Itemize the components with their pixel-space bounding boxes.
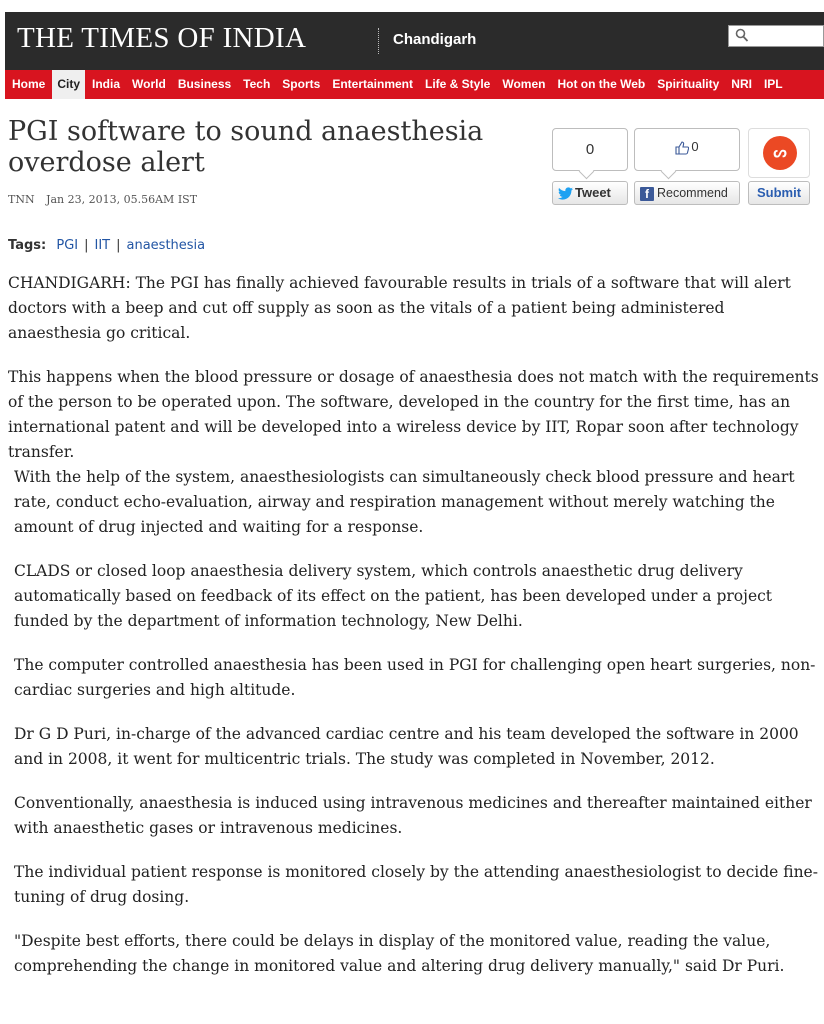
article-title-line-1: PGI software to sound anaesthesia (8, 116, 484, 147)
search-input[interactable] (728, 25, 824, 47)
nav-item-india[interactable]: India (92, 77, 121, 91)
byline (8, 193, 197, 206)
nav-item-business[interactable]: Business (177, 77, 232, 91)
submit-label: Submit (756, 185, 802, 200)
facebook-recommend-button[interactable] (634, 181, 740, 205)
stumbleupon-icon (763, 136, 797, 170)
tag-separator: | (84, 238, 89, 253)
article-paragraph: This happens when the blood pressure or dosage of anaesthesia does not match with the requirements of the person to be operated upon. The software, developed in the country for the first time, has an international patent and will be developed into a wireless device by IIT, Ropar soon after technology transfer. (8, 368, 819, 461)
article-paragraph: Conventionally, anaesthesia is induced using intravenous medicines and thereafter maintained either with anaesthetic gases or intravenous medicines. (14, 794, 812, 837)
stumbleupon-badge[interactable] (748, 128, 810, 178)
recommend-label: Recommend (657, 186, 728, 200)
tag-link-iit[interactable]: IIT (94, 238, 111, 253)
masthead-divider (378, 28, 379, 54)
nav-item-women[interactable]: Women (502, 77, 546, 91)
nav-item-city[interactable]: City (52, 70, 85, 99)
nav-item-life-style[interactable]: Life & Style (425, 77, 491, 91)
tweet-count: 0 (585, 141, 595, 158)
twitter-bird-icon (558, 187, 573, 200)
nav-item-home[interactable]: Home (12, 77, 46, 91)
nav-item-world[interactable]: World (132, 77, 166, 91)
main-nav (5, 70, 824, 99)
masthead (5, 12, 824, 70)
nav-item-nri[interactable]: NRI (731, 77, 752, 91)
article-paragraph: Dr G D Puri, in-charge of the advanced cardiac centre and his team developed the software in 2000 and in 2008, it went for multicentric trials. The study was completed in November, 2012. (14, 725, 799, 768)
nav-item-spirituality[interactable]: Spirituality (657, 77, 720, 91)
search-icon[interactable] (735, 28, 749, 44)
recommend-count-bubble (634, 128, 740, 171)
article-paragraph: CHANDIGARH: The PGI has finally achieved favourable results in trials of a software that will alert doctors with a beep and cut off supply as soon as the vitals of a patient being administered anaesthesia go critical. (8, 274, 791, 342)
article-source: TNN (8, 193, 35, 206)
nav-item-entertainment[interactable]: Entertainment (332, 77, 413, 91)
article-tags (8, 238, 205, 253)
nav-item-sports[interactable]: Sports (282, 77, 321, 91)
recommend-count: 0 (691, 139, 699, 154)
article-paragraph: With the help of the system, anaesthesiologists can simultaneously check blood pressure and heart rate, conduct echo-evaluation, airway and respiration management without merely watching the amount of drug injected and waiting for a response. (14, 468, 795, 536)
article-paragraph: The individual patient response is monitored closely by the attending anaesthesiologist to decide fine-tuning of drug dosing. (14, 863, 818, 906)
tweet-count-bubble (552, 128, 628, 171)
article-paragraph: CLADS or closed loop anaesthesia delivery system, which controls anaesthetic drug delivery automatically based on feedback of its effect on the patient, has been developed under a project funded by the department of information technology, New Delhi. (14, 562, 773, 630)
site-logo[interactable]: THE TIMES OF INDIA (17, 22, 307, 54)
tag-link-pgi[interactable]: PGI (56, 238, 79, 253)
edition-label[interactable]: Chandigarh (393, 31, 477, 48)
article-body (8, 271, 820, 998)
stumbleupon-submit-button[interactable] (748, 181, 810, 205)
article-paragraph: The computer controlled anaesthesia has been used in PGI for challenging open heart surgeries, non-cardiac surgeries and high altitude. (14, 656, 816, 699)
stumbleupon-glyph: ᔕ (773, 144, 787, 161)
nav-item-tech[interactable]: Tech (243, 77, 271, 91)
article-title-line-2: overdose alert (8, 147, 205, 178)
article-title (8, 116, 528, 178)
facebook-icon: f (640, 187, 654, 201)
nav-item-hot-on-the-web[interactable]: Hot on the Web (557, 77, 646, 91)
tweet-button[interactable] (552, 181, 628, 205)
nav-item-ipl[interactable]: IPL (763, 77, 783, 91)
tweet-label: Tweet (575, 185, 611, 200)
article-paragraph: "Despite best efforts, there could be delays in display of the monitored value, reading the value, comprehending the change in monitored value and altering drug delivery manually," said Dr Puri. (14, 932, 785, 975)
thumbs-up-icon (675, 141, 689, 155)
article-date: Jan 23, 2013, 05.56AM IST (46, 193, 198, 206)
tags-label: Tags: (8, 238, 47, 253)
share-widgets (552, 122, 812, 210)
tag-separator: | (116, 238, 121, 253)
tag-link-anaesthesia[interactable]: anaesthesia (126, 238, 206, 253)
